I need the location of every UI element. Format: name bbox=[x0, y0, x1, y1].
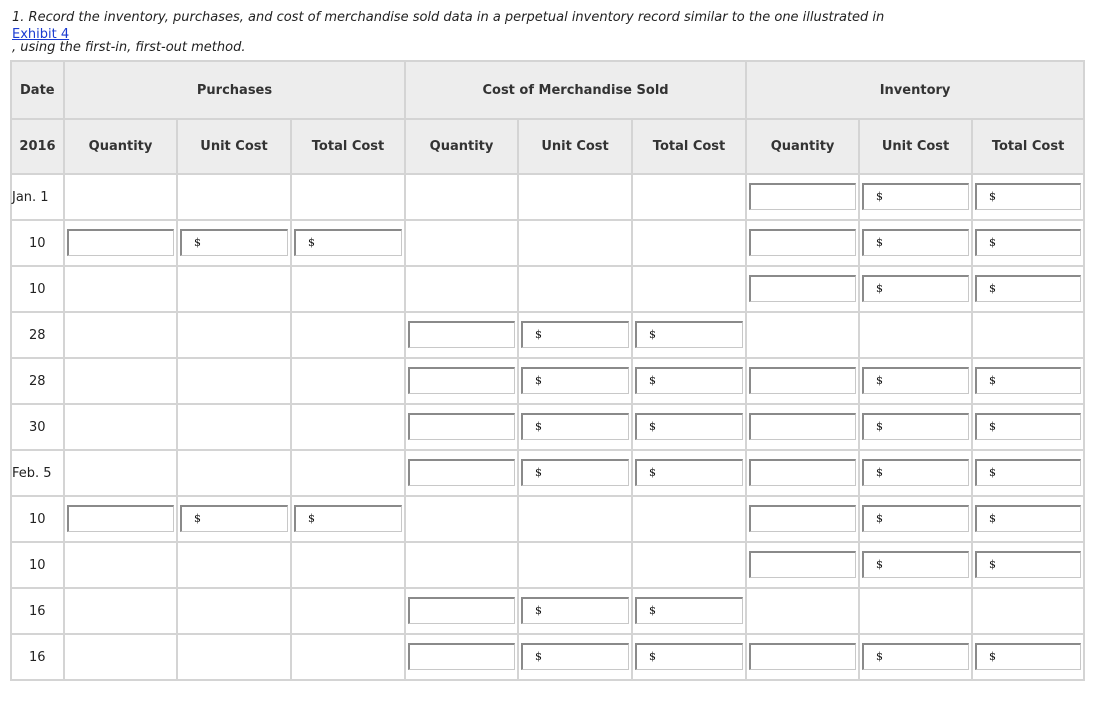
cogs-unit-cost-cell bbox=[518, 450, 632, 496]
inventory-unit-cost-cell bbox=[859, 404, 972, 450]
inventory-unit-cost-cell bbox=[859, 358, 972, 404]
dollar-sign: $ bbox=[649, 604, 657, 617]
inventory-quantity-input[interactable] bbox=[749, 551, 856, 578]
inventory-quantity-input[interactable] bbox=[749, 459, 856, 486]
purchases-total-cost-cell bbox=[291, 404, 405, 450]
purchases-quantity-cell bbox=[64, 266, 177, 312]
dollar-sign: $ bbox=[876, 282, 884, 295]
inventory-total-cost-input[interactable] bbox=[975, 183, 1081, 210]
cogs-total-cost-cell bbox=[632, 634, 746, 680]
dollar-sign: $ bbox=[535, 604, 543, 617]
cogs-quantity-input[interactable] bbox=[408, 367, 515, 394]
inventory-unit-cost-cell bbox=[859, 312, 972, 358]
dollar-sign: $ bbox=[876, 374, 884, 387]
inventory-total-cost-input[interactable] bbox=[975, 413, 1081, 440]
inventory-unit-cost-header: Unit Cost bbox=[859, 119, 972, 174]
cogs-unit-cost-cell bbox=[518, 634, 632, 680]
cogs-unit-cost-cell bbox=[518, 174, 632, 220]
table-row bbox=[11, 404, 1084, 450]
cogs-unit-cost-input[interactable] bbox=[521, 459, 629, 486]
cogs-quantity-input[interactable] bbox=[408, 459, 515, 486]
purchases-total-cost-header: Total Cost bbox=[291, 119, 405, 174]
inventory-quantity-cell bbox=[746, 542, 859, 588]
inventory-unit-cost-input[interactable] bbox=[862, 275, 969, 302]
purchases-total-cost-input[interactable] bbox=[294, 505, 402, 532]
cogs-total-cost-input[interactable] bbox=[635, 459, 743, 486]
year-header: 2016 bbox=[11, 119, 64, 174]
inventory-unit-cost-input[interactable] bbox=[862, 229, 969, 256]
inventory-unit-cost-cell bbox=[859, 220, 972, 266]
inventory-quantity-input[interactable] bbox=[749, 229, 856, 256]
cogs-total-cost-input[interactable] bbox=[635, 413, 743, 440]
dollar-sign: $ bbox=[989, 420, 997, 433]
cogs-quantity-input[interactable] bbox=[408, 643, 515, 670]
inventory-total-cost-input[interactable] bbox=[975, 643, 1081, 670]
dollar-sign: $ bbox=[876, 650, 884, 663]
cogs-total-cost-cell bbox=[632, 220, 746, 266]
row-date: 10 bbox=[11, 542, 64, 588]
cogs-quantity-cell bbox=[405, 312, 518, 358]
cogs-quantity-cell bbox=[405, 358, 518, 404]
dollar-sign: $ bbox=[649, 420, 657, 433]
inventory-quantity-input[interactable] bbox=[749, 367, 856, 394]
inventory-unit-cost-input[interactable] bbox=[862, 413, 969, 440]
row-date: 16 bbox=[11, 634, 64, 680]
inventory-quantity-cell bbox=[746, 358, 859, 404]
dollar-sign: $ bbox=[989, 190, 997, 203]
cogs-quantity-cell bbox=[405, 404, 518, 450]
inventory-unit-cost-cell bbox=[859, 634, 972, 680]
purchases-quantity-cell bbox=[64, 634, 177, 680]
dollar-sign: $ bbox=[308, 236, 315, 249]
dollar-sign: $ bbox=[989, 650, 997, 663]
inventory-unit-cost-input[interactable] bbox=[862, 459, 969, 486]
purchases-unit-cost-cell bbox=[177, 634, 291, 680]
cogs-quantity-cell bbox=[405, 220, 518, 266]
purchases-unit-cost-cell bbox=[177, 404, 291, 450]
inventory-total-cost-input[interactable] bbox=[975, 275, 1081, 302]
cogs-quantity-cell bbox=[405, 266, 518, 312]
cogs-unit-cost-input[interactable] bbox=[521, 597, 629, 624]
inventory-total-cost-cell bbox=[972, 266, 1084, 312]
purchases-quantity-cell bbox=[64, 174, 177, 220]
inventory-quantity-cell bbox=[746, 266, 859, 312]
inventory-total-cost-cell bbox=[972, 220, 1084, 266]
table-row bbox=[11, 588, 1084, 634]
cogs-total-cost-cell bbox=[632, 266, 746, 312]
inventory-total-cost-cell bbox=[972, 450, 1084, 496]
inventory-total-cost-input[interactable] bbox=[975, 367, 1081, 394]
cogs-total-cost-cell bbox=[632, 358, 746, 404]
cogs-total-cost-cell bbox=[632, 588, 746, 634]
inventory-total-cost-cell bbox=[972, 542, 1084, 588]
purchases-unit-cost-input[interactable] bbox=[180, 229, 288, 256]
inventory-total-cost-cell bbox=[972, 496, 1084, 542]
cogs-total-cost-cell bbox=[632, 450, 746, 496]
row-date: 10 bbox=[11, 266, 64, 312]
purchases-quantity-input[interactable] bbox=[67, 505, 174, 532]
instructions-suffix: , using the first-in, first-out method. bbox=[12, 40, 246, 55]
cogs-unit-cost-cell bbox=[518, 266, 632, 312]
row-date: 28 bbox=[11, 358, 64, 404]
inventory-quantity-cell bbox=[746, 496, 859, 542]
dollar-sign: $ bbox=[649, 328, 657, 341]
purchases-unit-cost-cell bbox=[177, 588, 291, 634]
inventory-total-cost-input[interactable] bbox=[975, 229, 1081, 256]
cogs-quantity-cell bbox=[405, 588, 518, 634]
dollar-sign: $ bbox=[876, 190, 884, 203]
dollar-sign: $ bbox=[535, 328, 543, 341]
purchases-unit-cost-cell bbox=[177, 220, 291, 266]
cogs-unit-cost-cell bbox=[518, 588, 632, 634]
dollar-sign: $ bbox=[876, 466, 884, 479]
cogs-unit-cost-cell bbox=[518, 312, 632, 358]
inventory-unit-cost-cell bbox=[859, 174, 972, 220]
purchases-unit-cost-header: Unit Cost bbox=[177, 119, 291, 174]
inventory-total-cost-cell bbox=[972, 404, 1084, 450]
cogs-quantity-cell bbox=[405, 450, 518, 496]
dollar-sign: $ bbox=[535, 374, 543, 387]
purchases-unit-cost-input[interactable] bbox=[180, 505, 288, 532]
cogs-quantity-cell bbox=[405, 542, 518, 588]
inventory-quantity-cell bbox=[746, 588, 859, 634]
purchases-unit-cost-cell bbox=[177, 496, 291, 542]
cogs-total-cost-cell bbox=[632, 312, 746, 358]
dollar-sign: $ bbox=[876, 558, 884, 571]
exhibit-link[interactable]: Exhibit 4 bbox=[12, 27, 70, 42]
purchases-quantity-cell bbox=[64, 450, 177, 496]
inventory-total-cost-cell bbox=[972, 174, 1084, 220]
cogs-quantity-input[interactable] bbox=[408, 321, 515, 348]
dollar-sign: $ bbox=[989, 558, 997, 571]
purchases-header: Purchases bbox=[64, 61, 405, 119]
purchases-total-cost-cell bbox=[291, 450, 405, 496]
dollar-sign: $ bbox=[535, 466, 543, 479]
inventory-unit-cost-input[interactable] bbox=[862, 643, 969, 670]
inventory-quantity-cell bbox=[746, 312, 859, 358]
inventory-quantity-cell bbox=[746, 634, 859, 680]
dollar-sign: $ bbox=[989, 282, 997, 295]
purchases-total-cost-cell bbox=[291, 174, 405, 220]
cogs-total-cost-input[interactable] bbox=[635, 597, 743, 624]
inventory-quantity-input[interactable] bbox=[749, 413, 856, 440]
purchases-unit-cost-cell bbox=[177, 358, 291, 404]
cogs-total-cost-cell bbox=[632, 404, 746, 450]
row-date: 10 bbox=[11, 496, 64, 542]
table-row bbox=[11, 358, 1084, 404]
purchases-total-cost-cell bbox=[291, 220, 405, 266]
inventory-unit-cost-input[interactable] bbox=[862, 551, 969, 578]
dollar-sign: $ bbox=[194, 512, 201, 525]
cogs-unit-cost-input[interactable] bbox=[521, 413, 629, 440]
cogs-quantity-header: Quantity bbox=[405, 119, 518, 174]
cogs-header: Cost of Merchandise Sold bbox=[405, 61, 746, 119]
cogs-quantity-cell bbox=[405, 634, 518, 680]
purchases-quantity-header: Quantity bbox=[64, 119, 177, 174]
row-date: 10 bbox=[11, 220, 64, 266]
table-row bbox=[11, 174, 1084, 220]
purchases-quantity-cell bbox=[64, 358, 177, 404]
instructions-text: 1. Record the inventory, purchases, and cost of merchandise sold data in a perpetual inventory record similar to the one illustrated in bbox=[12, 10, 885, 25]
cogs-unit-cost-cell bbox=[518, 358, 632, 404]
cogs-unit-cost-cell bbox=[518, 220, 632, 266]
purchases-quantity-cell bbox=[64, 496, 177, 542]
instructions bbox=[12, 9, 1092, 56]
purchases-total-cost-cell bbox=[291, 588, 405, 634]
dollar-sign: $ bbox=[649, 650, 657, 663]
dollar-sign: $ bbox=[535, 420, 543, 433]
inventory-header: Inventory bbox=[746, 61, 1084, 119]
inventory-total-cost-cell bbox=[972, 634, 1084, 680]
cogs-total-cost-cell bbox=[632, 174, 746, 220]
purchases-quantity-cell bbox=[64, 404, 177, 450]
purchases-unit-cost-cell bbox=[177, 542, 291, 588]
purchases-total-cost-input[interactable] bbox=[294, 229, 402, 256]
inventory-total-cost-header: Total Cost bbox=[972, 119, 1084, 174]
table-row bbox=[11, 266, 1084, 312]
cogs-total-cost-cell bbox=[632, 542, 746, 588]
cogs-unit-cost-input[interactable] bbox=[521, 321, 629, 348]
table-row bbox=[11, 312, 1084, 358]
inventory-total-cost-input[interactable] bbox=[975, 551, 1081, 578]
inventory-total-cost-cell bbox=[972, 312, 1084, 358]
cogs-total-cost-input[interactable] bbox=[635, 321, 743, 348]
cogs-quantity-input[interactable] bbox=[408, 413, 515, 440]
inventory-quantity-cell bbox=[746, 404, 859, 450]
purchases-unit-cost-cell bbox=[177, 174, 291, 220]
dollar-sign: $ bbox=[989, 374, 997, 387]
purchases-total-cost-cell bbox=[291, 496, 405, 542]
inventory-unit-cost-input[interactable] bbox=[862, 367, 969, 394]
table-row bbox=[11, 542, 1084, 588]
row-date: Feb. 5 bbox=[11, 450, 64, 496]
inventory-quantity-cell bbox=[746, 174, 859, 220]
inventory-unit-cost-cell bbox=[859, 266, 972, 312]
cogs-total-cost-header: Total Cost bbox=[632, 119, 746, 174]
cogs-quantity-cell bbox=[405, 496, 518, 542]
cogs-unit-cost-cell bbox=[518, 542, 632, 588]
inventory-total-cost-input[interactable] bbox=[975, 459, 1081, 486]
purchases-quantity-input[interactable] bbox=[67, 229, 174, 256]
purchases-unit-cost-cell bbox=[177, 266, 291, 312]
inventory-unit-cost-input[interactable] bbox=[862, 183, 969, 210]
cogs-unit-cost-cell bbox=[518, 496, 632, 542]
dollar-sign: $ bbox=[194, 236, 201, 249]
purchases-quantity-cell bbox=[64, 220, 177, 266]
cogs-unit-cost-input[interactable] bbox=[521, 367, 629, 394]
table-row bbox=[11, 220, 1084, 266]
cogs-total-cost-cell bbox=[632, 496, 746, 542]
purchases-total-cost-cell bbox=[291, 266, 405, 312]
dollar-sign: $ bbox=[649, 466, 657, 479]
dollar-sign: $ bbox=[535, 650, 543, 663]
cogs-quantity-cell bbox=[405, 174, 518, 220]
row-date: 28 bbox=[11, 312, 64, 358]
row-date: Jan. 1 bbox=[11, 174, 64, 220]
table-row bbox=[11, 496, 1084, 542]
perpetual-inventory-record bbox=[10, 60, 1085, 681]
date-header: Date bbox=[11, 61, 64, 119]
inventory-unit-cost-cell bbox=[859, 450, 972, 496]
purchases-unit-cost-cell bbox=[177, 312, 291, 358]
inventory-unit-cost-cell bbox=[859, 496, 972, 542]
inventory-quantity-cell bbox=[746, 450, 859, 496]
purchases-quantity-cell bbox=[64, 542, 177, 588]
inventory-quantity-input[interactable] bbox=[749, 643, 856, 670]
cogs-quantity-input[interactable] bbox=[408, 597, 515, 624]
dollar-sign: $ bbox=[308, 512, 315, 525]
cogs-unit-cost-cell bbox=[518, 404, 632, 450]
cogs-unit-cost-header: Unit Cost bbox=[518, 119, 632, 174]
purchases-quantity-cell bbox=[64, 588, 177, 634]
purchases-unit-cost-cell bbox=[177, 450, 291, 496]
table-row bbox=[11, 450, 1084, 496]
inventory-unit-cost-cell bbox=[859, 588, 972, 634]
inventory-total-cost-cell bbox=[972, 358, 1084, 404]
dollar-sign: $ bbox=[989, 512, 997, 525]
cogs-unit-cost-input[interactable] bbox=[521, 643, 629, 670]
inventory-total-cost-input[interactable] bbox=[975, 505, 1081, 532]
table-row bbox=[11, 634, 1084, 680]
inventory-unit-cost-input[interactable] bbox=[862, 505, 969, 532]
inventory-quantity-header: Quantity bbox=[746, 119, 859, 174]
purchases-quantity-cell bbox=[64, 312, 177, 358]
purchases-total-cost-cell bbox=[291, 634, 405, 680]
inventory-quantity-input[interactable] bbox=[749, 183, 856, 210]
purchases-total-cost-cell bbox=[291, 358, 405, 404]
cogs-total-cost-input[interactable] bbox=[635, 643, 743, 670]
inventory-quantity-input[interactable] bbox=[749, 505, 856, 532]
row-date: 16 bbox=[11, 588, 64, 634]
dollar-sign: $ bbox=[989, 236, 997, 249]
dollar-sign: $ bbox=[876, 420, 884, 433]
dollar-sign: $ bbox=[989, 466, 997, 479]
purchases-total-cost-cell bbox=[291, 312, 405, 358]
inventory-quantity-input[interactable] bbox=[749, 275, 856, 302]
dollar-sign: $ bbox=[649, 374, 657, 387]
dollar-sign: $ bbox=[876, 236, 884, 249]
dollar-sign: $ bbox=[876, 512, 884, 525]
inventory-total-cost-cell bbox=[972, 588, 1084, 634]
row-date: 30 bbox=[11, 404, 64, 450]
cogs-total-cost-input[interactable] bbox=[635, 367, 743, 394]
inventory-quantity-cell bbox=[746, 220, 859, 266]
inventory-unit-cost-cell bbox=[859, 542, 972, 588]
purchases-total-cost-cell bbox=[291, 542, 405, 588]
